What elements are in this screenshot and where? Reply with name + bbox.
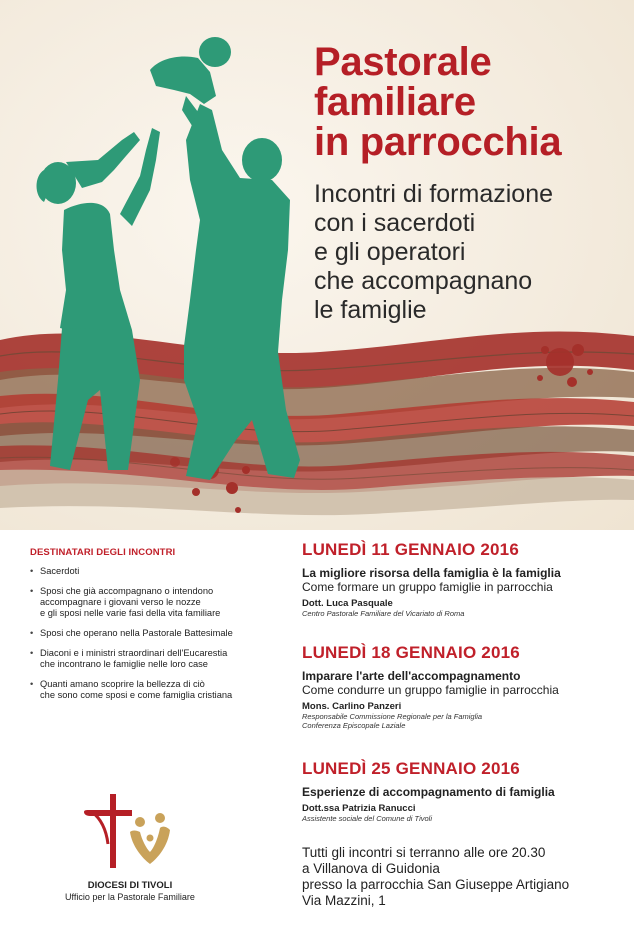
bullet-icon: • [30,648,34,658]
venue-line-2: a Villanova di Guidonia [302,861,440,876]
list-item-text: Quanti amano scoprire la bellezza di ciò che sono come sposi e come famiglia cristiana [40,679,233,700]
title-line-2: familiare [314,80,476,124]
poster-subtitle [314,180,624,325]
destinatari-heading: DESTINATARI DEGLI INCONTRI [30,547,176,558]
list-item-text: Sposi che già accompagnano o intendono accompagnare i giovani verso le nozze e gli sposi nelle varie fasi della vita familiare [40,586,221,618]
subtitle-line-2: con i sacerdoti [314,209,476,237]
event-speaker-role: Centro Pastorale Familiare del Vicariato di Roma [302,609,465,618]
venue-line-3: presso la parrocchia San Giuseppe Artigiano [302,877,570,892]
bullet-icon: • [30,679,34,689]
event-subtitle: Come formare un gruppo famiglie in parrocchia [302,580,553,594]
subtitle-line-3: e gli operatori [314,238,466,266]
baby-silhouette [150,37,231,132]
event-date: LUNEDÌ 25 GENNAIO 2016 [302,759,520,778]
event-speaker-role: Conferenza Episcopale Laziale [302,721,406,730]
list-item-text: Sposi che operano nella Pastorale Battesimale [40,628,233,638]
poster-title [314,42,624,162]
event-speaker: Dott. Luca Pasquale [302,598,393,609]
destinatari-list [30,566,290,710]
event-title: Esperienze di accompagnamento di famiglia [302,785,555,799]
list-item [30,566,290,577]
event-subtitle: Come condurre un gruppo famiglie in parrocchia [302,683,559,697]
event-speaker: Dott.ssa Patrizia Ranucci [302,803,416,814]
subtitle-line-4: che accompagnano [314,267,533,295]
venue-line-1: Tutti gli incontri si terranno alle ore 20.30 [302,845,546,860]
list-item [30,648,290,670]
title-line-1: Pastorale [314,40,492,84]
bullet-icon: • [30,566,34,576]
subtitle-line-5: le famiglie [314,296,427,324]
title-line-3: in parrocchia [314,120,562,164]
man-silhouette [184,104,300,480]
bullet-icon: • [30,586,34,596]
list-item [30,586,290,619]
event-1 [302,540,622,618]
event-speaker-role: Assistente sociale del Comune di Tivoli [302,814,432,823]
event-speaker-role: Responsabile Commissione Regionale per la Famiglia [302,712,483,721]
event-date: LUNEDÌ 11 GENNAIO 2016 [302,540,519,559]
event-3 [302,759,622,823]
list-item-text: Sacerdoti [40,566,80,576]
event-title: Imparare l'arte dell'accompagnamento [302,669,521,683]
event-title: La migliore risorsa della famiglia è la famiglia [302,566,561,580]
list-item [30,679,290,701]
list-item-text: Diaconi e i ministri straordinari dell'Eucarestia che incontrano le famiglie nelle loro case [40,648,228,669]
organization-office: Ufficio per la Pastorale Familiare [65,892,195,902]
event-speaker: Mons. Carlino Panzeri [302,701,402,712]
subtitle-line-1: Incontri di formazione [314,180,554,208]
event-date: LUNEDÌ 18 GENNAIO 2016 [302,643,520,662]
list-item [30,628,290,639]
cross-family-logo-icon [70,792,190,872]
bullet-icon: • [30,628,34,638]
event-2 [302,643,622,730]
venue-line-4: Via Mazzini, 1 [302,893,386,908]
organization-name: DIOCESI DI TIVOLI [87,880,173,891]
venue-info [302,845,627,909]
